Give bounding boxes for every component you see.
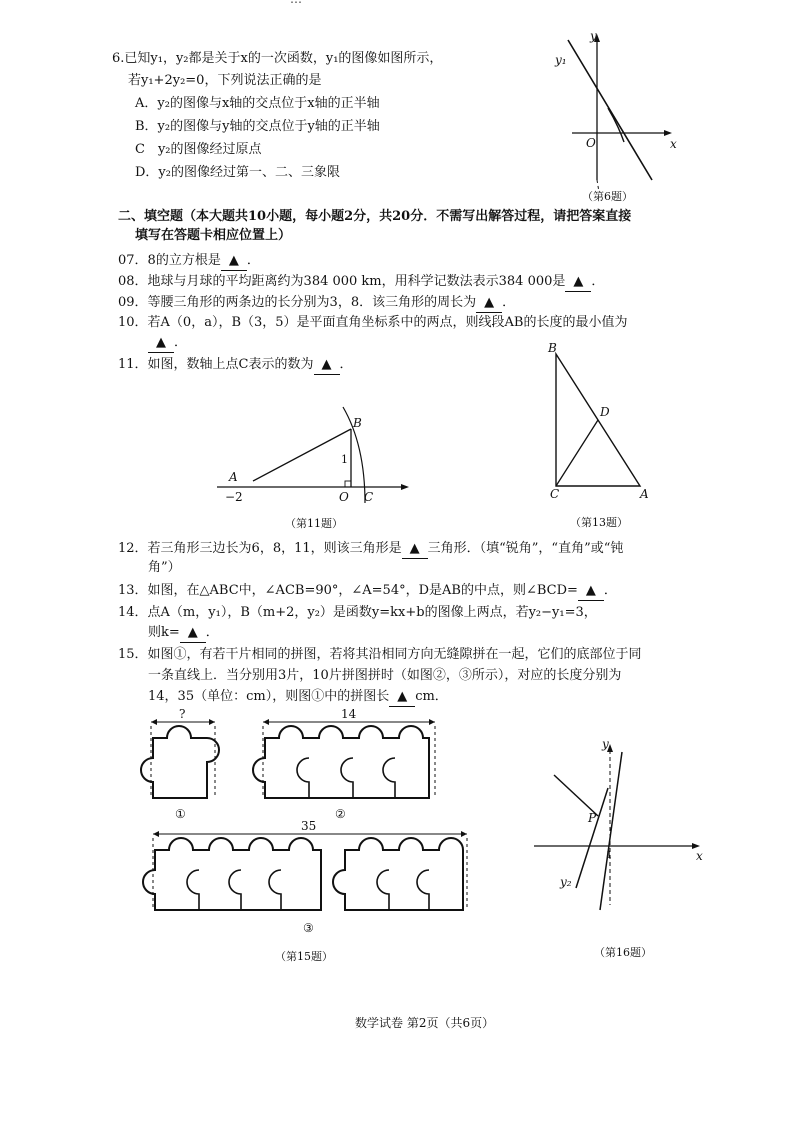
- q16-line-y2: [576, 788, 608, 888]
- q13-text: 13．如图，在△ABC中，∠ACB=90°，∠A=54°，D是AB的中点，则∠BCD=: [118, 583, 578, 598]
- q15-fig2-arrow-right: [429, 719, 435, 725]
- q15-line1: 15．如图①，有若干片相同的拼图，若将其沿相同方向无缝隙拼在一起，它们的底部位于同: [118, 647, 642, 662]
- q8: [118, 273, 604, 292]
- q6-label-y: y: [590, 29, 597, 43]
- q14-line1: 14．点A（m，y₁），B（m+2，y₂）是函数y=kx+b的图像上两点，若y₂−y₁=3，: [118, 605, 597, 620]
- q6-stem-line2: 若y₁+2y₂=0，下列说法正确的是: [128, 73, 322, 88]
- q13-caption: （第13题）: [570, 516, 628, 529]
- q15-line3: [148, 688, 448, 707]
- q11-text: 11．如图，数轴上点C表示的数为: [118, 357, 314, 372]
- q13-label-c: C: [550, 487, 560, 501]
- q15-fig1-arrow-right: [209, 719, 215, 725]
- q11-label-a: A: [229, 470, 238, 484]
- q15-label-n1: ①: [175, 807, 186, 821]
- q6-label-origin: O: [586, 136, 596, 150]
- q15-fig3-joints-left: [187, 870, 281, 910]
- q11-label-one: 1: [341, 453, 348, 466]
- q15-label-14: 14: [341, 707, 357, 721]
- q13-end: ．: [603, 583, 617, 598]
- q15-fig2-arrow-left: [263, 719, 269, 725]
- q7-end: ．: [246, 253, 260, 268]
- q9-text: 09．等腰三角形的两条边的长分别为3，8．该三角形的周长为: [118, 295, 477, 310]
- q9-answer-blank[interactable]: ▲: [476, 294, 502, 313]
- q6-option-a: A．y₂的图像与x轴的交点位于x轴的正半轴: [135, 96, 380, 111]
- q15-end: cm．: [415, 689, 448, 704]
- q15-fig2-joints: [297, 758, 395, 798]
- q15-label-n3: ③: [303, 921, 314, 935]
- q6-line-segment: [608, 108, 624, 142]
- q15-fig3-strip-right: [333, 838, 463, 910]
- q6-stem-line1: 6.已知y₁，y₂都是关于x的一次函数，y₁的图像如图所示，: [112, 51, 443, 66]
- q11-arrow: [401, 484, 409, 490]
- q15-line2: 一条直线上．当分别用3片，10片拼图拼时（如图②，③所示），对应的长度分别为: [148, 668, 622, 683]
- q15-figure: [145, 707, 485, 965]
- q15-fig1-arrow-left: [151, 719, 157, 725]
- q10-line1: 10．若A（0，a），B（3，5）是平面直角坐标系中的两点，则线段AB的长度的最小值为: [118, 315, 628, 330]
- q6-figure: [550, 29, 690, 203]
- q15-text3: 14，35（单位：cm），则图①中的拼图长: [148, 689, 390, 704]
- q7-text: 07．8的立方根是: [118, 253, 221, 268]
- q15-fig1-piece: [141, 726, 219, 798]
- q16-line-steep: [600, 752, 622, 910]
- q15-label-35: 35: [301, 819, 317, 833]
- q16-label-y2: y₂: [560, 875, 572, 889]
- q7: [118, 252, 260, 271]
- q15-answer-blank[interactable]: ▲: [389, 688, 415, 707]
- q11: [118, 356, 353, 375]
- q16-label-y: y: [602, 737, 609, 751]
- q6-label-y1: y₁: [555, 53, 567, 67]
- q11-caption: （第11题）: [285, 517, 343, 530]
- header-fragment: [290, 0, 302, 6]
- q12-tail: 三角形．（填“锐角”，“直角”或“钝: [427, 541, 624, 556]
- q15-label-n2: ②: [335, 807, 346, 821]
- q11-figure: [215, 405, 415, 535]
- q13-answer-blank[interactable]: ▲: [578, 582, 604, 601]
- q16-label-p: P: [588, 811, 597, 825]
- q10-answer-blank[interactable]: ▲: [148, 334, 174, 353]
- q8-text: 08．地球与月球的平均距离约为384 000 km，用科学记数法表示384 000是: [118, 274, 566, 289]
- q11-answer-blank[interactable]: ▲: [314, 356, 340, 375]
- q13: [118, 582, 617, 601]
- section2-title-line1: 二、填空题（本大题共10小题，每小题2分，共20分．不需写出解答过程，请把答案直接: [118, 209, 632, 224]
- q6-caption: （第6题）: [582, 190, 633, 203]
- q14-text2: 则k=: [148, 625, 180, 640]
- q6-line-y1: [568, 40, 652, 180]
- q16-label-one: 1: [606, 850, 613, 861]
- q6-option-b: B．y₂的图像与y轴的交点位于y轴的正半轴: [135, 119, 380, 134]
- q14-answer-blank[interactable]: ▲: [180, 624, 206, 643]
- q11-label-c: C: [364, 490, 374, 504]
- q16-line-segment: [554, 775, 598, 816]
- q12-answer-blank[interactable]: ▲: [402, 540, 428, 559]
- q16-label-x: x: [696, 849, 703, 863]
- q12-text: 12．若三角形三边长为6，8，11，则该三角形是: [118, 541, 402, 556]
- q11-end: ．: [339, 357, 353, 372]
- q11-label-b: B: [353, 416, 362, 430]
- q15-fig3-arrow-left: [153, 831, 159, 837]
- q8-answer-blank[interactable]: ▲: [565, 273, 591, 292]
- q15-fig3-arrow-right: [461, 831, 467, 837]
- q16-caption: （第16题）: [594, 946, 652, 959]
- q11-segment-ab: [253, 429, 351, 481]
- q11-right-angle: [345, 481, 351, 487]
- q15-fig3-joints-right: [377, 870, 429, 910]
- q6-label-x: x: [670, 137, 677, 151]
- q15-label-q: ?: [179, 707, 186, 721]
- q7-answer-blank[interactable]: ▲: [221, 252, 247, 271]
- q13-label-a: A: [640, 487, 649, 501]
- q12-line2: 角”）: [148, 560, 181, 575]
- q15-caption: （第15题）: [275, 950, 333, 963]
- section2-title-line2: 填写在答题卡相应位置上）: [135, 228, 292, 243]
- q13-label-b: B: [548, 341, 557, 355]
- q13-segment-cd: [556, 420, 598, 486]
- q13-figure: [540, 340, 670, 535]
- q9-end: ．: [502, 295, 516, 310]
- q10-line2: [148, 334, 187, 353]
- q6-x-arrow: [664, 130, 672, 136]
- q13-label-d: D: [600, 405, 610, 419]
- q12-line1: [118, 540, 623, 559]
- q14-end: ．: [205, 625, 219, 640]
- q14-line2: [148, 624, 219, 643]
- q6-option-c: C y₂的图像经过原点: [135, 142, 262, 157]
- q9: [118, 294, 515, 313]
- q6-option-d: D．y₂的图像经过第一、二、三象限: [135, 165, 340, 180]
- q11-label-minus2: −2: [225, 490, 243, 504]
- q10-end: ．: [174, 335, 188, 350]
- q15-fig2-strip: [253, 726, 429, 798]
- q11-label-o: O: [339, 490, 349, 504]
- q16-figure: [530, 737, 710, 965]
- page-footer: 数学试卷 第2页（共6页）: [355, 1016, 495, 1030]
- q8-end: ．: [591, 274, 605, 289]
